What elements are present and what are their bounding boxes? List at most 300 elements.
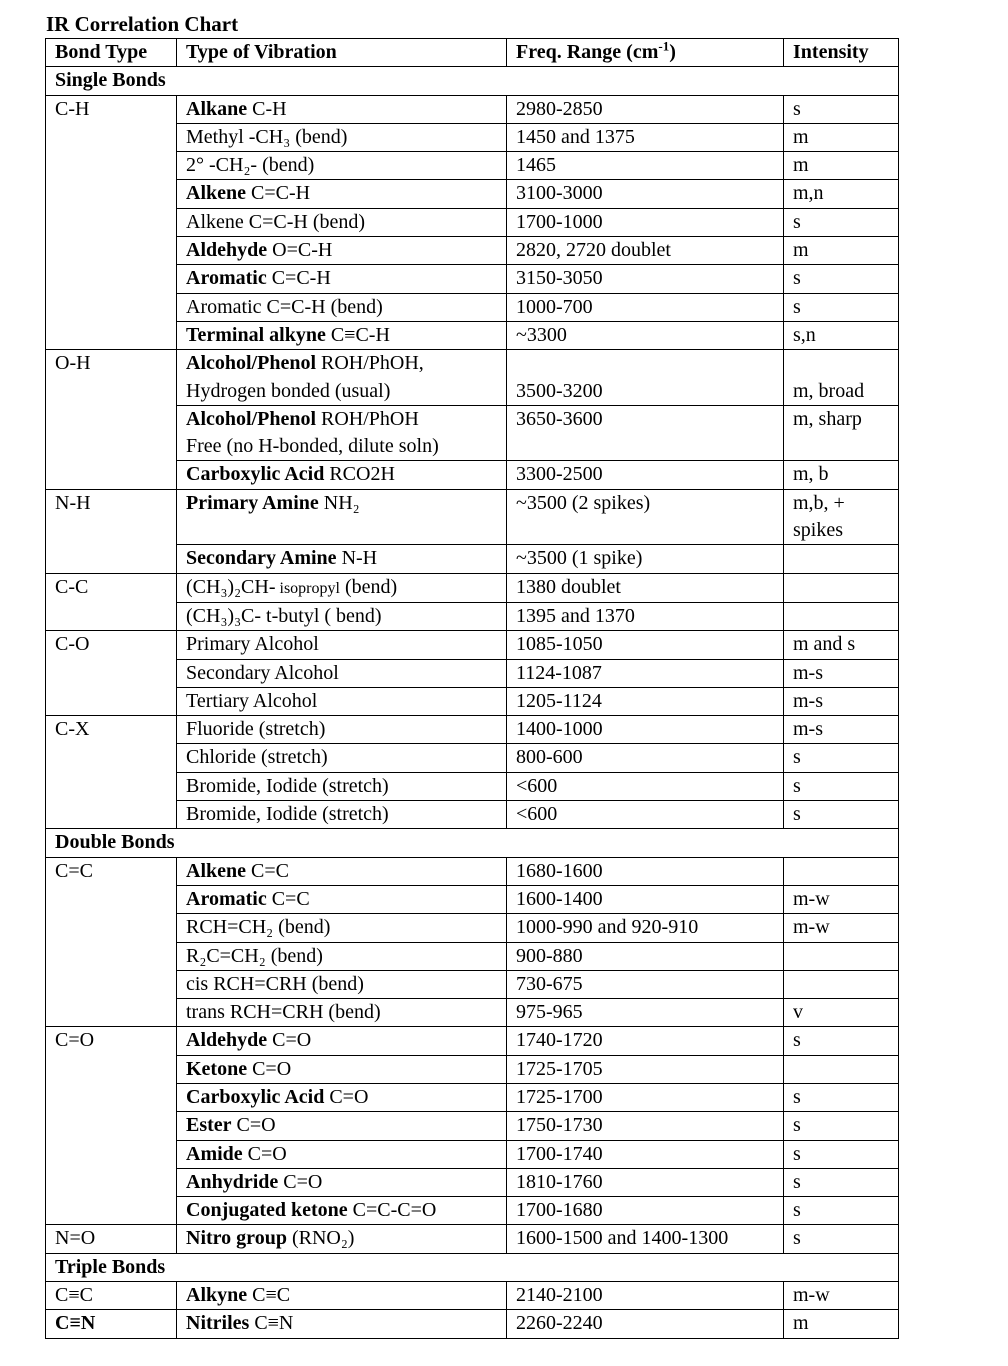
- freq-value: 1700-1680: [516, 1199, 603, 1222]
- bond-type-cell: [46, 237, 177, 265]
- vibration-text: N-H: [336, 547, 378, 570]
- bond-type-cell: [46, 208, 177, 236]
- vibration-name: Alcohol/Phenol: [186, 407, 317, 430]
- intensity-cell: [784, 293, 899, 321]
- intensity-value: s: [793, 295, 801, 318]
- table-row: [46, 914, 899, 942]
- intensity-value-line2: spikes: [793, 519, 843, 542]
- vibration-cell: [177, 321, 507, 349]
- intensity-value: m and s: [793, 633, 856, 656]
- vibration-cell: [177, 970, 507, 998]
- table-row: [46, 545, 899, 573]
- freq-value: 1600-1500 and 1400-1300: [516, 1227, 729, 1250]
- vibration-text: 2° -CH₂- (bend): [186, 154, 315, 177]
- intensity-value: s: [793, 1170, 801, 1193]
- vibration-text-line2: Hydrogen bonded (usual): [186, 379, 391, 402]
- freq-value: 1380 doublet: [516, 575, 621, 598]
- intensity-value: m-w: [793, 1284, 830, 1307]
- freq-value: 1205-1124: [516, 689, 602, 712]
- vibration-name: Alcohol/Phenol: [186, 352, 317, 375]
- section-title: Triple Bonds: [46, 1253, 899, 1281]
- intensity-cell: [784, 1083, 899, 1111]
- header-bond-type: Bond Type: [46, 39, 177, 67]
- vibration-cell: [177, 801, 507, 829]
- freq-range-cell: [507, 914, 784, 942]
- intensity-cell: [784, 687, 899, 715]
- table-row: [46, 1055, 899, 1083]
- intensity-value: m-w: [793, 887, 830, 910]
- vibration-cell: [177, 1083, 507, 1111]
- intensity-cell: [784, 631, 899, 659]
- bond-type-cell: [46, 885, 177, 913]
- freq-range-cell: [507, 1083, 784, 1111]
- intensity-value: s: [793, 97, 801, 120]
- freq-value: 1450 and 1375: [516, 125, 635, 148]
- bond-type-cell: [46, 461, 177, 489]
- vibration-cell: [177, 265, 507, 293]
- bond-type-cell: [46, 942, 177, 970]
- intensity-value: s: [793, 1199, 801, 1222]
- intensity-value: m: [793, 125, 809, 148]
- table-row: [46, 1083, 899, 1111]
- vibration-cell: [177, 152, 507, 180]
- vibration-text-line2: Free (no H-bonded, dilute soln): [186, 435, 439, 458]
- section-title: Single Bonds: [46, 67, 899, 95]
- vibration-cell: [177, 602, 507, 630]
- bond-type-cell: [46, 265, 177, 293]
- vibration-cell: [177, 208, 507, 236]
- table-row: [46, 208, 899, 236]
- vibration-cell: [177, 545, 507, 573]
- intensity-value: s: [793, 1227, 801, 1250]
- intensity-cell: [784, 489, 899, 545]
- vibration-name: Terminal alkyne: [186, 323, 326, 346]
- table-row: [46, 321, 899, 349]
- freq-range-cell: [507, 489, 784, 545]
- bond-type-cell: C-X: [46, 716, 177, 744]
- table-row: [46, 1168, 899, 1196]
- intensity-value: s: [793, 210, 801, 233]
- intensity-cell: [784, 970, 899, 998]
- table-row: [46, 1310, 899, 1338]
- intensity-cell: [784, 999, 899, 1027]
- section-row: [46, 829, 899, 857]
- table-row: [46, 999, 899, 1027]
- bond-type-cell: C=C: [46, 857, 177, 885]
- table-row: [46, 350, 899, 406]
- vibration-name: Conjugated ketone: [186, 1199, 348, 1222]
- vibration-cell: [177, 772, 507, 800]
- table-row: [46, 687, 899, 715]
- freq-range-cell: [507, 293, 784, 321]
- intensity-value: s: [793, 803, 801, 826]
- table-row: [46, 801, 899, 829]
- vibration-cell: [177, 1197, 507, 1225]
- freq-value: 1700-1740: [516, 1142, 603, 1165]
- table-row: [46, 180, 899, 208]
- intensity-cell: [784, 602, 899, 630]
- freq-range-cell: [507, 405, 784, 461]
- vibration-note: isopropyl: [275, 579, 340, 597]
- intensity-value: s: [793, 1029, 801, 1052]
- table-row: [46, 1112, 899, 1140]
- intensity-cell: [784, 1282, 899, 1310]
- vibration-text: C=O: [247, 1057, 292, 1080]
- intensity-value: m-w: [793, 916, 830, 939]
- vibration-text: R₂C=CH₂ (bend): [186, 944, 323, 967]
- bond-type-cell: [46, 687, 177, 715]
- vibration-cell: [177, 914, 507, 942]
- freq-range-cell: [507, 180, 784, 208]
- bond-type-cell: C-C: [46, 573, 177, 602]
- intensity-cell: [784, 123, 899, 151]
- intensity-cell: [784, 180, 899, 208]
- vibration-cell: [177, 744, 507, 772]
- freq-value: 3150-3050: [516, 267, 603, 290]
- intensity-cell: [784, 1197, 899, 1225]
- vibration-name: Amide: [186, 1142, 243, 1165]
- freq-value: ~3500 (1 spike): [516, 547, 643, 570]
- vibration-text: Tertiary Alcohol: [186, 689, 318, 712]
- freq-value: 1725-1705: [516, 1057, 603, 1080]
- vibration-cell: [177, 687, 507, 715]
- freq-range-cell: [507, 885, 784, 913]
- bond-type-cell: [46, 180, 177, 208]
- vibration-cell: [177, 1225, 507, 1253]
- intensity-value: m-s: [793, 718, 823, 741]
- table-row: [46, 1140, 899, 1168]
- ir-correlation-table: [45, 38, 899, 1339]
- freq-range-cell: [507, 1310, 784, 1338]
- vibration-name: Carboxylic Acid: [186, 1085, 325, 1108]
- table-row: [46, 659, 899, 687]
- intensity-value: m,n: [793, 182, 824, 205]
- vibration-cell: [177, 1310, 507, 1338]
- bond-type-cell: [46, 152, 177, 180]
- vibration-text: (CH₃)₃C- t-butyl ( bend): [186, 604, 382, 627]
- vibration-cell: [177, 123, 507, 151]
- freq-range-cell: [507, 123, 784, 151]
- intensity-cell: [784, 95, 899, 123]
- freq-range-cell: [507, 321, 784, 349]
- vibration-text: (CH₃)₂CH-: [186, 575, 276, 598]
- freq-range-cell: [507, 999, 784, 1027]
- table-row: [46, 744, 899, 772]
- intensity-value-line2: m, broad: [793, 379, 865, 402]
- vibration-cell: [177, 1055, 507, 1083]
- intensity-cell: [784, 573, 899, 602]
- vibration-name: Aldehyde: [186, 1029, 268, 1052]
- vibration-name: Ketone: [186, 1057, 248, 1080]
- bond-type-cell: C≡C: [46, 1282, 177, 1310]
- freq-value: 1810-1760: [516, 1170, 603, 1193]
- intensity-value: s: [793, 1142, 801, 1165]
- freq-value: 1000-700: [516, 295, 593, 318]
- vibration-name: Carboxylic Acid: [186, 463, 325, 486]
- freq-range-cell: [507, 461, 784, 489]
- vibration-text: C=O: [278, 1170, 323, 1193]
- freq-range-cell: [507, 716, 784, 744]
- freq-value: 975-965: [516, 1001, 583, 1024]
- freq-value: 1395 and 1370: [516, 604, 635, 627]
- intensity-cell: [784, 1168, 899, 1196]
- vibration-text: ROH/PhOH: [316, 407, 419, 430]
- freq-value: 2820, 2720 doublet: [516, 239, 671, 262]
- vibration-name: Aldehyde: [186, 239, 268, 262]
- freq-range-cell: [507, 265, 784, 293]
- vibration-text: RCH=CH₂ (bend): [186, 916, 331, 939]
- vibration-cell: [177, 716, 507, 744]
- intensity-cell: [784, 1027, 899, 1055]
- bond-type-cell: [46, 321, 177, 349]
- freq-value-line2: 3500-3200: [516, 379, 603, 402]
- bond-type-cell: [46, 1168, 177, 1196]
- vibration-text: Alkene C=C-H (bend): [186, 210, 366, 233]
- freq-value: 3650-3600: [516, 407, 603, 430]
- freq-value: 2980-2850: [516, 97, 603, 120]
- intensity-value: m-s: [793, 689, 823, 712]
- table-row: [46, 293, 899, 321]
- vibration-cell: [177, 350, 507, 406]
- intensity-value: s,n: [793, 323, 816, 346]
- intensity-cell: [784, 942, 899, 970]
- vibration-name: Secondary Amine: [186, 547, 337, 570]
- header-intensity: Intensity: [784, 39, 899, 67]
- vibration-name: Ester: [186, 1114, 232, 1137]
- bond-type-cell: [46, 1140, 177, 1168]
- vibration-cell: [177, 1112, 507, 1140]
- intensity-value: m: [793, 1312, 809, 1335]
- vibration-text: Methyl -CH₃ (bend): [186, 125, 348, 148]
- table-row: [46, 489, 899, 545]
- bond-type-cell: [46, 999, 177, 1027]
- vibration-cell: [177, 1140, 507, 1168]
- freq-value: 2140-2100: [516, 1284, 603, 1307]
- vibration-cell: [177, 95, 507, 123]
- freq-value: 1680-1600: [516, 859, 603, 882]
- table-row: [46, 1282, 899, 1310]
- freq-value: 1000-990 and 920-910: [516, 916, 699, 939]
- freq-range-cell: [507, 1027, 784, 1055]
- vibration-text: ROH/PhOH,: [316, 352, 424, 375]
- vibration-text: C≡N: [249, 1312, 294, 1335]
- table-row: [46, 942, 899, 970]
- vibration-text: Fluoride (stretch): [186, 718, 326, 741]
- intensity-cell: [784, 152, 899, 180]
- vibration-cell: [177, 1282, 507, 1310]
- vibration-cell: [177, 857, 507, 885]
- vibration-cell: [177, 489, 507, 545]
- intensity-value: m, b: [793, 463, 829, 486]
- bond-type-cell: C=O: [46, 1027, 177, 1055]
- freq-value: 1600-1400: [516, 887, 603, 910]
- vibration-name: Anhydride: [186, 1170, 279, 1193]
- freq-value: <600: [516, 803, 558, 826]
- freq-range-cell: [507, 237, 784, 265]
- vibration-text: C≡C: [247, 1284, 291, 1307]
- bond-type-cell: N-H: [46, 489, 177, 545]
- vibration-cell: [177, 573, 507, 602]
- table-row: [46, 631, 899, 659]
- intensity-cell: [784, 801, 899, 829]
- intensity-cell: [784, 885, 899, 913]
- vibration-cell: [177, 999, 507, 1027]
- intensity-cell: [784, 716, 899, 744]
- vibration-text: (RNO₂): [286, 1227, 355, 1250]
- vibration-cell: [177, 293, 507, 321]
- vibration-name: Alkyne: [186, 1284, 248, 1307]
- table-row: [46, 772, 899, 800]
- bond-type-cell: [46, 659, 177, 687]
- vibration-text: C-H: [247, 97, 287, 120]
- table-row: [46, 970, 899, 998]
- vibration-text: Secondary Alcohol: [186, 661, 339, 684]
- freq-range-cell: [507, 573, 784, 602]
- vibration-text: Primary Alcohol: [186, 633, 319, 656]
- freq-value: 3300-2500: [516, 463, 603, 486]
- table-row: [46, 1197, 899, 1225]
- freq-value: 1400-1000: [516, 718, 603, 741]
- freq-range-cell: [507, 772, 784, 800]
- vibration-text: Aromatic C=C-H (bend): [186, 295, 383, 318]
- intensity-cell: [784, 545, 899, 573]
- vibration-text: C=O: [242, 1142, 287, 1165]
- vibration-text: trans RCH=CRH (bend): [186, 1001, 381, 1024]
- bond-type-cell: [46, 123, 177, 151]
- header-row: [46, 39, 899, 67]
- freq-range-cell: [507, 350, 784, 406]
- vibration-text: O=C-H: [267, 239, 333, 262]
- freq-range-cell: [507, 1112, 784, 1140]
- vibration-name: Aromatic: [186, 887, 267, 910]
- intensity-cell: [784, 1225, 899, 1253]
- vibration-text: Bromide, Iodide (stretch): [186, 803, 389, 826]
- freq-range-cell: [507, 1168, 784, 1196]
- vibration-cell: [177, 942, 507, 970]
- freq-range-cell: [507, 687, 784, 715]
- vibration-text: C=O: [231, 1114, 276, 1137]
- intensity-cell: [784, 461, 899, 489]
- intensity-cell: [784, 857, 899, 885]
- freq-range-cell: [507, 1140, 784, 1168]
- freq-value: 2260-2240: [516, 1312, 603, 1335]
- freq-range-cell: [507, 744, 784, 772]
- section-title: Double Bonds: [46, 829, 899, 857]
- table-row: [46, 573, 899, 602]
- vibration-text: C≡C-H: [325, 323, 390, 346]
- bond-type-cell: [46, 1055, 177, 1083]
- intensity-value: s: [793, 267, 801, 290]
- vibration-cell: [177, 461, 507, 489]
- section-row: [46, 1253, 899, 1281]
- vibration-cell: [177, 631, 507, 659]
- freq-value: 1465: [516, 154, 556, 177]
- intensity-value: m: [793, 154, 809, 177]
- freq-value: 1725-1700: [516, 1085, 603, 1108]
- freq-range-cell: [507, 1197, 784, 1225]
- table-row: [46, 885, 899, 913]
- vibration-name: Alkene: [186, 859, 246, 882]
- vibration-name: Alkene: [186, 182, 246, 205]
- intensity-value: s: [793, 1114, 801, 1137]
- bond-type-cell: N=O: [46, 1225, 177, 1253]
- freq-range-cell: [507, 152, 784, 180]
- intensity-cell: [784, 1055, 899, 1083]
- vibration-cell: [177, 1027, 507, 1055]
- bond-type-cell: [46, 1112, 177, 1140]
- bond-type-cell: [46, 772, 177, 800]
- vibration-text: Bromide, Iodide (stretch): [186, 774, 389, 797]
- vibration-name: Aromatic: [186, 267, 267, 290]
- freq-value: 1085-1050: [516, 633, 603, 656]
- bond-type-cell: C-H: [46, 95, 177, 123]
- bond-type-cell: [46, 293, 177, 321]
- freq-value: 1750-1730: [516, 1114, 603, 1137]
- freq-value: 3100-3000: [516, 182, 603, 205]
- table-row: [46, 237, 899, 265]
- vibration-name: Alkane: [186, 97, 248, 120]
- bond-type-cell: [46, 1083, 177, 1111]
- bond-type-cell: [46, 545, 177, 573]
- intensity-value: s: [793, 746, 801, 769]
- freq-range-cell: [507, 970, 784, 998]
- vibration-text: C=C-C=O: [347, 1199, 437, 1222]
- table-row: [46, 716, 899, 744]
- intensity-cell: [784, 405, 899, 461]
- table-row: [46, 265, 899, 293]
- table-body: [46, 67, 899, 1338]
- freq-value: <600: [516, 774, 558, 797]
- intensity-value: m, sharp: [793, 407, 862, 430]
- vibration-text: Chloride (stretch): [186, 746, 328, 769]
- vibration-text: C=O: [324, 1085, 369, 1108]
- intensity-value: s: [793, 774, 801, 797]
- vibration-text: cis RCH=CRH (bend): [186, 972, 364, 995]
- vibration-name: Nitro group: [186, 1227, 287, 1250]
- table-row: [46, 602, 899, 630]
- freq-range-cell: [507, 942, 784, 970]
- vibration-cell: [177, 659, 507, 687]
- freq-range-cell: [507, 801, 784, 829]
- vibration-cell: [177, 405, 507, 461]
- intensity-cell: [784, 208, 899, 236]
- bond-type-cell: [46, 405, 177, 461]
- freq-value: 1124-1087: [516, 661, 602, 684]
- freq-range-cell: [507, 208, 784, 236]
- freq-value: ~3300: [516, 323, 567, 346]
- intensity-cell: [784, 659, 899, 687]
- bond-type-cell: C-O: [46, 631, 177, 659]
- vibration-name: Primary Amine: [186, 491, 319, 514]
- bond-type-cell: [46, 914, 177, 942]
- freq-range-cell: [507, 659, 784, 687]
- bond-type-cell: [46, 744, 177, 772]
- freq-range-cell: [507, 631, 784, 659]
- intensity-cell: [784, 1112, 899, 1140]
- bond-type-cell: [46, 1197, 177, 1225]
- table-row: [46, 95, 899, 123]
- vibration-text: C=C-H: [246, 182, 311, 205]
- intensity-cell: [784, 1140, 899, 1168]
- vibration-text: C=C-H: [266, 267, 331, 290]
- bond-type-cell: C≡N: [46, 1310, 177, 1338]
- freq-value: 900-880: [516, 944, 583, 967]
- intensity-cell: [784, 265, 899, 293]
- table-row: [46, 405, 899, 461]
- intensity-cell: [784, 237, 899, 265]
- freq-range-cell: [507, 857, 784, 885]
- intensity-cell: [784, 744, 899, 772]
